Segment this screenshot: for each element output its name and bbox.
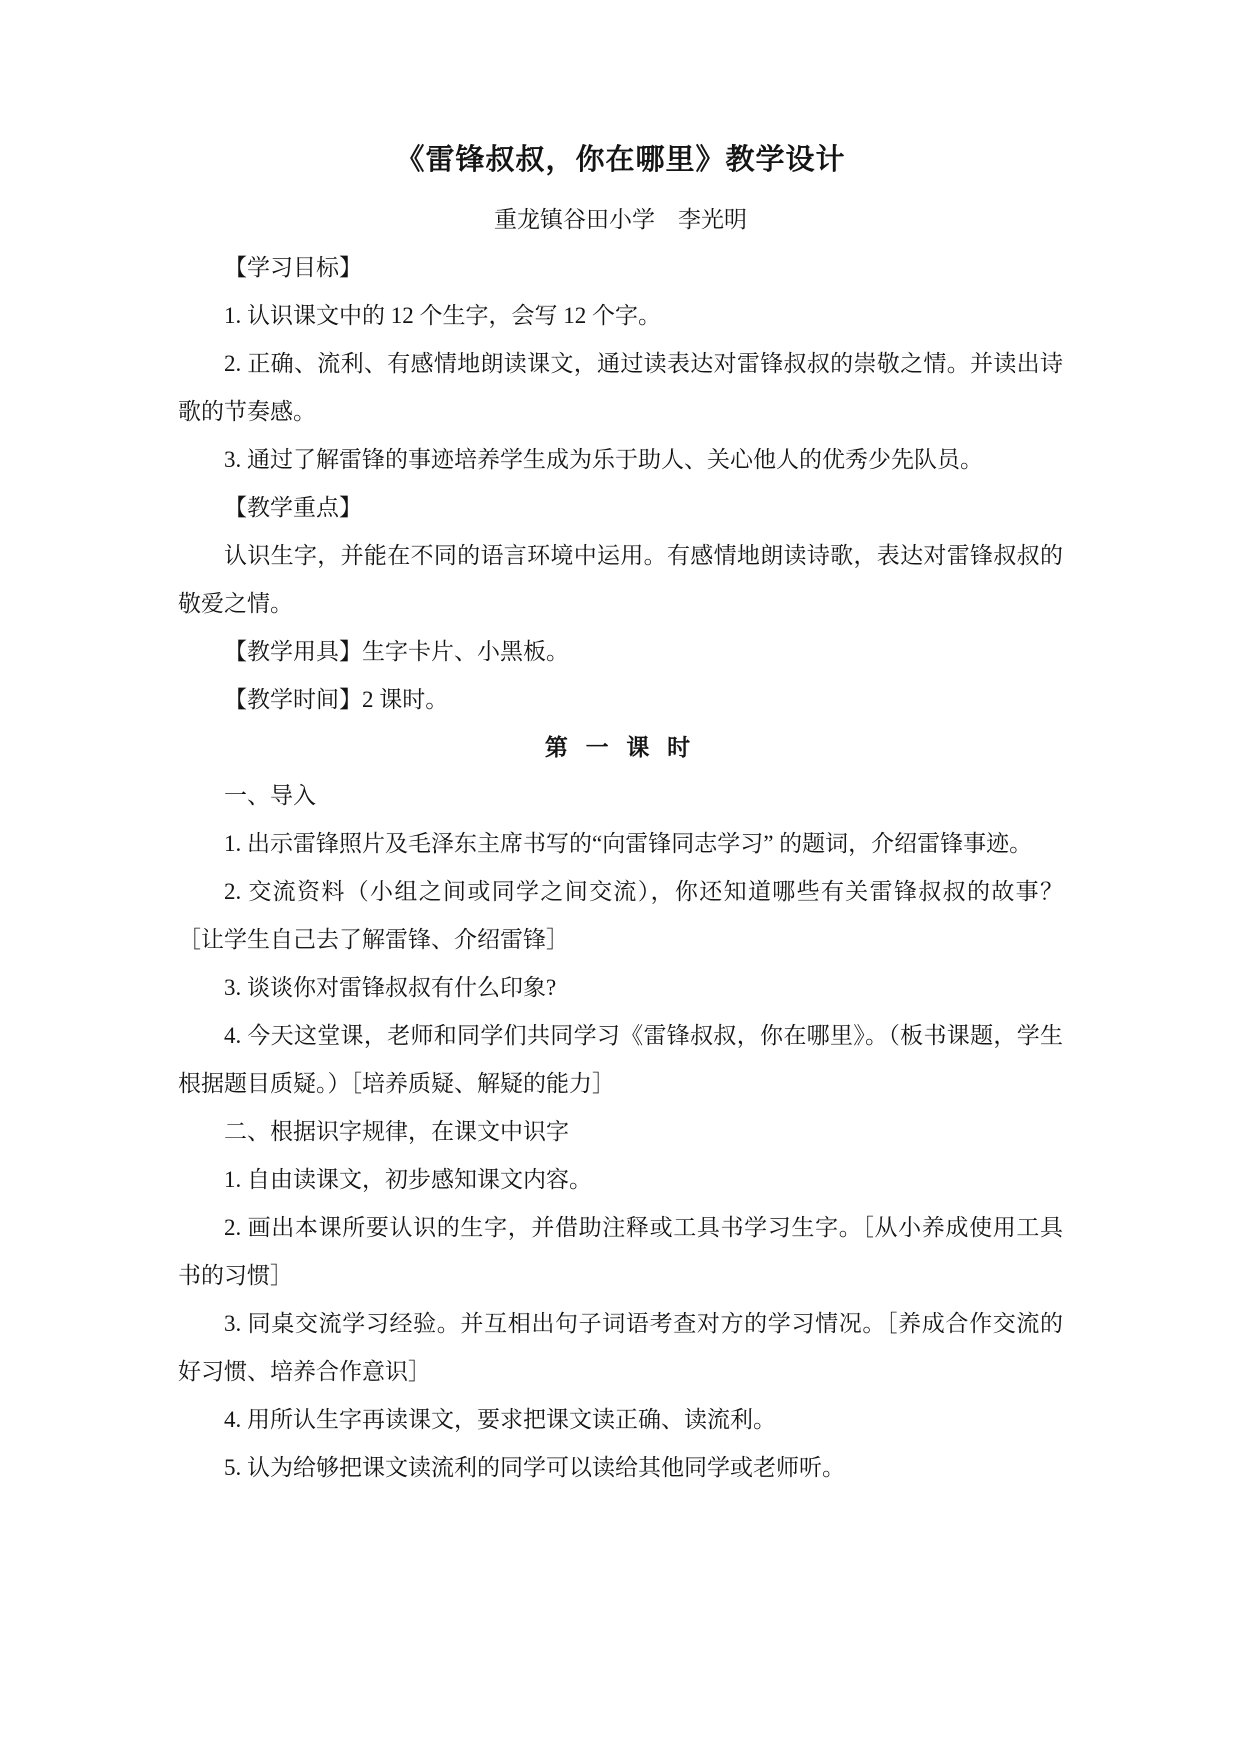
intro-item-1: 1. 出示雷锋照片及毛泽东主席书写的“向雷锋同志学习” 的题词，介绍雷锋事迹。: [224, 831, 1033, 856]
key-points-body: 认识生字，并能在不同的语言环境中运用。有感情地朗读诗歌，表达对雷锋叔叔的敬爱之情。: [178, 543, 1063, 616]
heading-teaching-key-points: 【教学重点】: [224, 495, 362, 520]
heading-learning-goals: 【学习目标】: [224, 255, 362, 280]
intro-item-3: 3. 谈谈你对雷锋叔叔有什么印象?: [224, 975, 557, 1000]
literacy-item-5: 5. 认为给够把课文读流利的同学可以读给其他同学或老师听。: [224, 1455, 845, 1480]
teaching-tools-line: 【教学用具】生字卡片、小黑板。: [224, 639, 569, 664]
document-byline: 重龙镇谷田小学 李光明: [494, 207, 747, 232]
document-body: [178, 244, 1063, 1492]
section-two-literacy: 二、根据识字规律，在课文中识字: [224, 1119, 569, 1144]
literacy-item-4: 4. 用所认生字再读课文，要求把课文读正确、读流利。: [224, 1407, 776, 1432]
heading-first-lesson: 第 一 课 时: [544, 735, 697, 760]
goal-item-1: 1. 认识课文中的 12 个生字，会写 12 个字。: [224, 303, 661, 328]
document-title: 《雷锋叔叔，你在哪里》教学设计: [395, 144, 846, 176]
intro-item-2: 2. 交流资料（小组之间或同学之间交流），你还知道哪些有关雷锋叔叔的故事？ ［让学生自己去了解雷锋、介绍雷锋］: [178, 879, 1063, 952]
intro-item-4: 4. 今天这堂课，老师和同学们共同学习《雷锋叔叔，你在哪里》。（板书课题，学生根据题目质疑。）［培养质疑、解疑的能力］: [178, 1023, 1063, 1096]
teaching-time-line: 【教学时间】2 课时。: [224, 687, 449, 712]
goal-item-3: 3. 通过了解雷锋的事迹培养学生成为乐于助人、关心他人的优秀少先队员。: [224, 447, 983, 472]
section-one-intro: 一、导入: [224, 783, 316, 808]
goal-item-2: 2. 正确、流利、有感情地朗读课文，通过读表达对雷锋叔叔的崇敬之情。并读出诗歌的节奏感。: [178, 351, 1063, 424]
literacy-item-3: 3. 同桌交流学习经验。并互相出句子词语考查对方的学习情况。［养成合作交流的好习惯、培养合作意识］: [178, 1311, 1063, 1384]
literacy-item-1: 1. 自由读课文，初步感知课文内容。: [224, 1167, 592, 1192]
literacy-item-2: 2. 画出本课所要认识的生字，并借助注释或工具书学习生字。［从小养成使用工具书的习惯］: [178, 1215, 1063, 1288]
